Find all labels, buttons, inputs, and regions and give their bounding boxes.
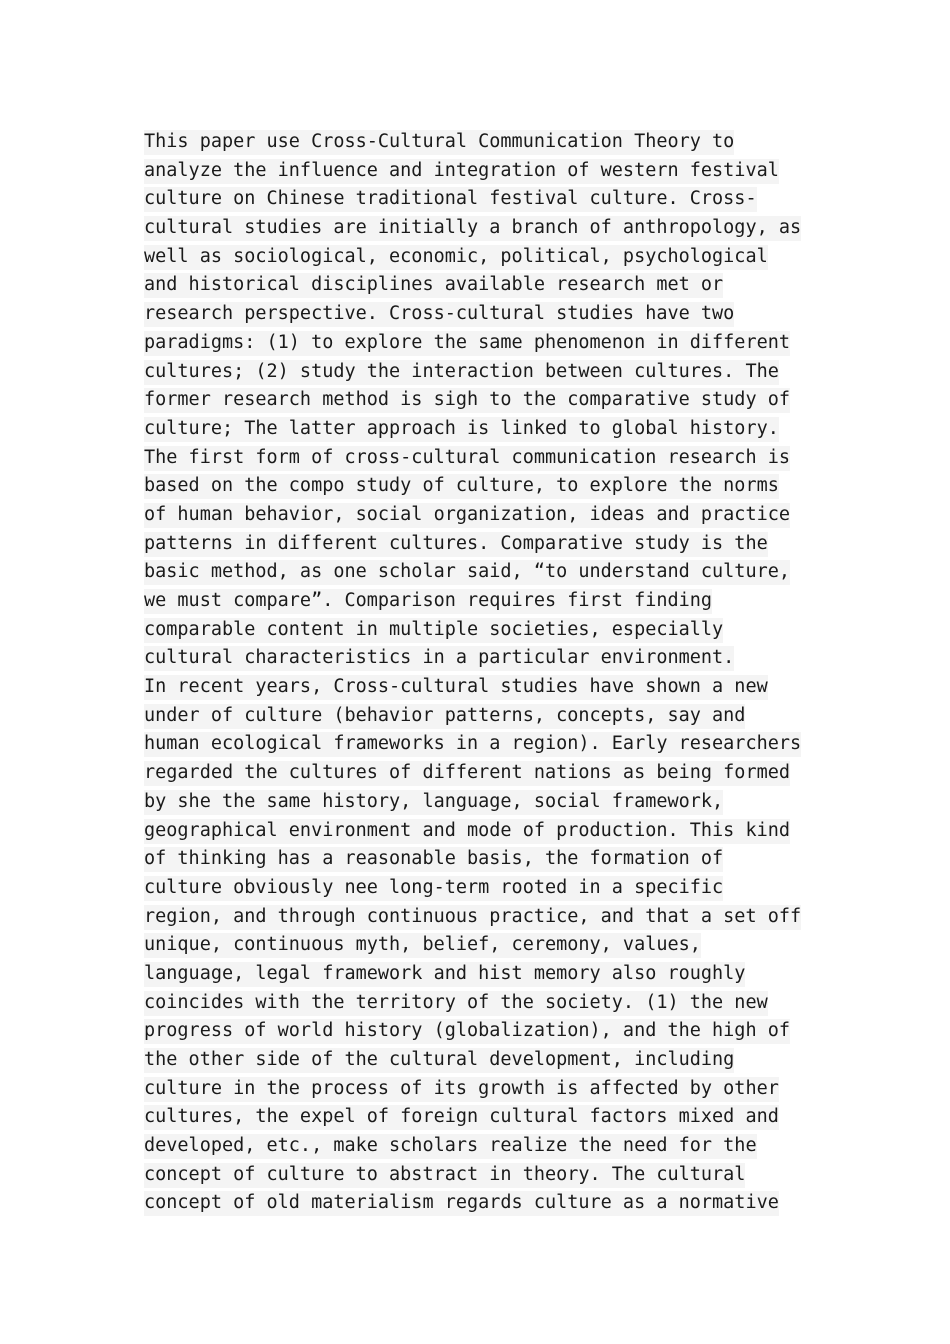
text-line: concept of culture to abstract in theory. The cultural <box>144 1161 814 1190</box>
text-line: concept of old materialism regards culture as a normative <box>144 1189 814 1218</box>
text-line: we must compare”. Comparison requires first finding <box>144 587 814 616</box>
text-line: geographical environment and mode of production. This kind <box>144 817 814 846</box>
text-line: by she the same history, language, social framework, <box>144 788 814 817</box>
text-line: cultural studies are initially a branch of anthropology, as <box>144 214 814 243</box>
text-line: culture obviously nee long-term rooted in a specific <box>144 874 814 903</box>
text-line: coincides with the territory of the society. (1) the new <box>144 989 814 1018</box>
text-line: In recent years, Cross-cultural studies have shown a new <box>144 673 814 702</box>
text-line: human ecological frameworks in a region). Early researchers <box>144 730 814 759</box>
text-line: basic method, as one scholar said, “to understand culture, <box>144 558 814 587</box>
text-line: cultural characteristics in a particular environment. <box>144 644 814 673</box>
text-line: under of culture (behavior patterns, concepts, say and <box>144 702 814 731</box>
text-line: comparable content in multiple societies, especially <box>144 616 814 645</box>
text-line: well as sociological, economic, political, psychological <box>144 243 814 272</box>
text-line: culture in the process of its growth is affected by other <box>144 1075 814 1104</box>
text-line: regarded the cultures of different nations as being formed <box>144 759 814 788</box>
text-line: and historical disciplines available research met or <box>144 271 814 300</box>
text-line: cultures; (2) study the interaction between cultures. The <box>144 358 814 387</box>
text-line: progress of world history (globalization), and the high of <box>144 1017 814 1046</box>
text-line: the other side of the cultural development, including <box>144 1046 814 1075</box>
text-line: culture; The latter approach is linked to global history. <box>144 415 814 444</box>
text-line: developed, etc., make scholars realize the need for the <box>144 1132 814 1161</box>
text-line: region, and through continuous practice, and that a set off <box>144 903 814 932</box>
text-line: of human behavior, social organization, ideas and practice <box>144 501 814 530</box>
text-line: unique, continuous myth, belief, ceremony, values, <box>144 931 814 960</box>
text-line: patterns in different cultures. Comparative study is the <box>144 530 814 559</box>
body-text <box>144 128 814 1218</box>
text-line: paradigms: (1) to explore the same phenomenon in different <box>144 329 814 358</box>
text-line: based on the compo study of culture, to explore the norms <box>144 472 814 501</box>
text-line: culture on Chinese traditional festival culture. Cross- <box>144 185 814 214</box>
text-line: language, legal framework and hist memory also roughly <box>144 960 814 989</box>
text-line: This paper use Cross-Cultural Communication Theory to <box>144 128 814 157</box>
text-line: analyze the influence and integration of western festival <box>144 157 814 186</box>
text-line: The first form of cross-cultural communication research is <box>144 444 814 473</box>
text-line: of thinking has a reasonable basis, the formation of <box>144 845 814 874</box>
text-line: former research method is sigh to the comparative study of <box>144 386 814 415</box>
text-line: research perspective. Cross-cultural studies have two <box>144 300 814 329</box>
text-line: cultures, the expel of foreign cultural factors mixed and <box>144 1103 814 1132</box>
